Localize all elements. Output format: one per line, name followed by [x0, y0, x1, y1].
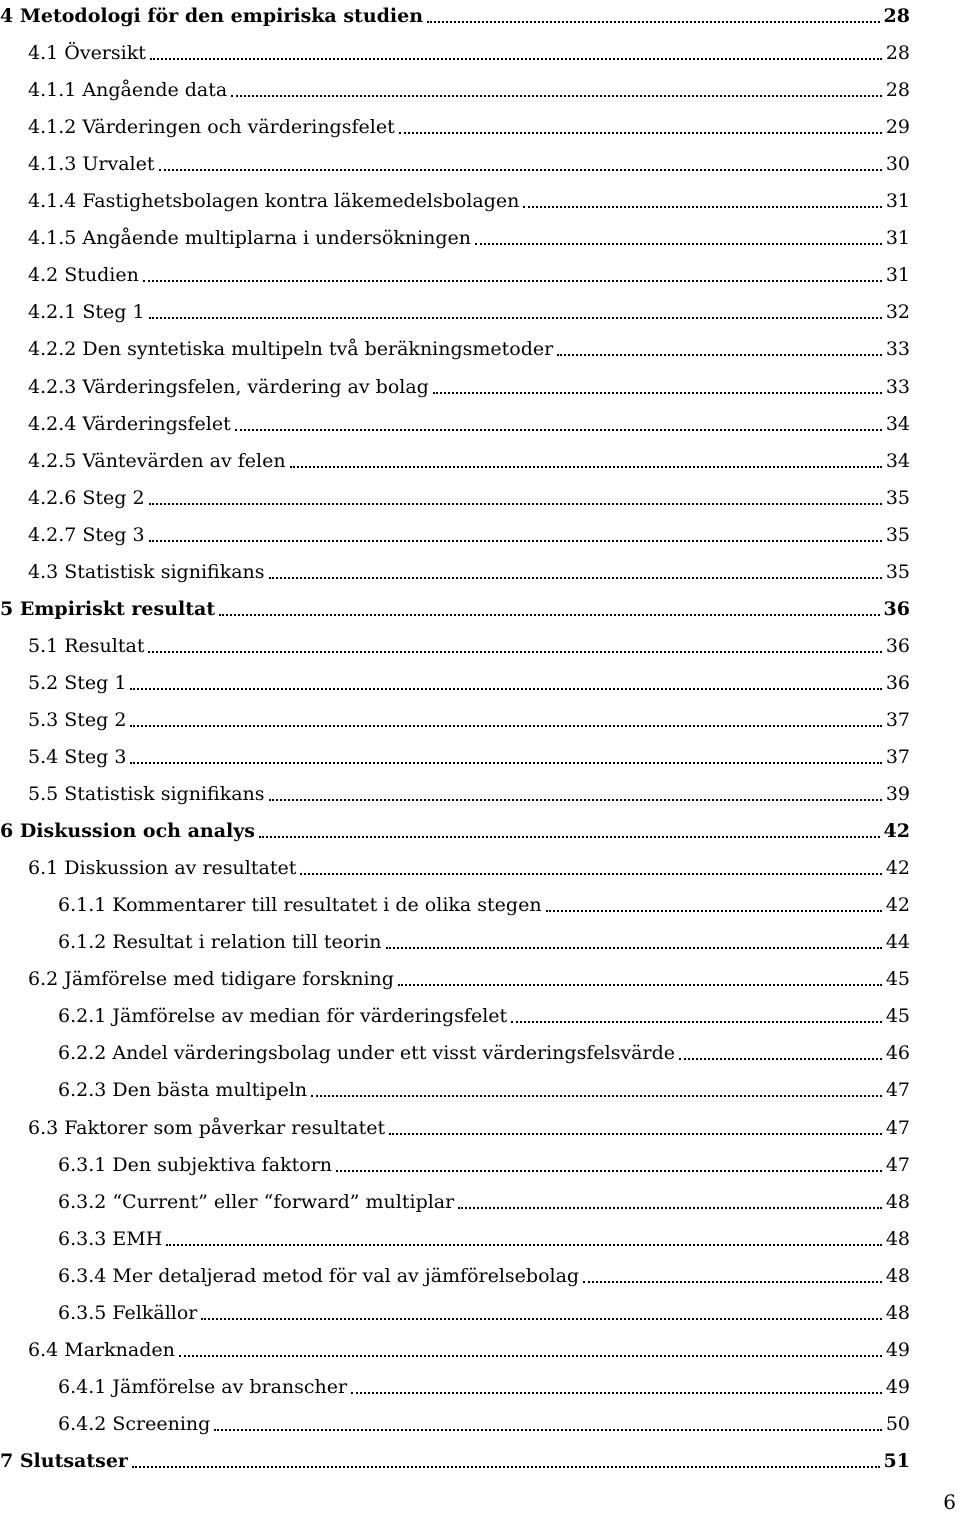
- toc-entry[interactable]: [28, 220, 910, 250]
- toc-dot-leader: [130, 724, 881, 727]
- toc-entry[interactable]: [28, 183, 910, 213]
- toc-entry-title: 5 Empiriskt resultat: [0, 597, 216, 620]
- toc-entry[interactable]: [28, 331, 910, 361]
- toc-entry-page: 34: [885, 412, 910, 435]
- toc-entry-page: 28: [883, 5, 910, 27]
- toc-entry-page: 47: [885, 1153, 910, 1176]
- toc-entry[interactable]: [28, 1332, 910, 1362]
- toc-entry-title: 6.2 Jämförelse med tidigare forskning: [28, 968, 394, 991]
- toc-entry-title: 5.2 Steg 1: [28, 671, 127, 694]
- toc-entry-page: 42: [885, 894, 910, 917]
- toc-entry[interactable]: [28, 72, 910, 102]
- toc-dot-leader: [143, 279, 882, 282]
- toc-entry[interactable]: [28, 739, 910, 769]
- toc-entry-title: 4.2 Studien: [28, 264, 139, 287]
- toc-dot-leader: [458, 1206, 882, 1209]
- toc-dot-leader: [583, 1280, 882, 1283]
- toc-entry-page: 37: [885, 708, 910, 731]
- toc-entry-title: 6.1 Diskussion av resultatet: [28, 857, 297, 880]
- toc-entry-title: 6.3.5 Felkällor: [58, 1301, 198, 1324]
- toc-entry[interactable]: [28, 776, 910, 806]
- toc-entry-title: 4.2.5 Väntevärden av felen: [28, 449, 286, 472]
- toc-dot-leader: [386, 946, 882, 949]
- toc-dot-leader: [179, 1354, 882, 1357]
- toc-dot-leader: [389, 1132, 882, 1135]
- toc-entry-title: 6.3.4 Mer detaljerad metod för val av jämförelsebolag: [58, 1264, 580, 1287]
- toc-entry[interactable]: [28, 517, 910, 547]
- toc-entry[interactable]: [58, 887, 910, 917]
- toc-dot-leader: [336, 1169, 882, 1172]
- toc-entry[interactable]: [28, 443, 910, 473]
- toc-entry-page: 33: [885, 338, 910, 361]
- toc-dot-leader: [235, 428, 882, 431]
- toc-entry-title: 4.1.4 Fastighetsbolagen kontra läkemedelsbolagen: [28, 190, 520, 213]
- toc-entry-page: 42: [885, 857, 910, 880]
- toc-entry[interactable]: [0, 1443, 910, 1473]
- toc-entry-title: 4.2.6 Steg 2: [28, 486, 145, 509]
- toc-entry[interactable]: [58, 1147, 910, 1177]
- toc-entry[interactable]: [58, 1184, 910, 1214]
- toc-entry[interactable]: [58, 924, 910, 954]
- toc-entry-page: 49: [885, 1375, 910, 1398]
- toc-entry-title: 5.4 Steg 3: [28, 746, 127, 768]
- toc-dot-leader: [269, 798, 882, 801]
- toc-entry-page: 35: [885, 523, 910, 546]
- toc-entry-page: 36: [883, 597, 910, 620]
- toc-entry-title: 6.2.3 Den bästa multipeln: [58, 1079, 308, 1102]
- toc-entry-page: 48: [885, 1190, 910, 1213]
- toc-entry-page: 28: [885, 79, 910, 102]
- toc-entry-title: 4.1.3 Urvalet: [28, 153, 155, 176]
- toc-entry-page: 36: [885, 634, 910, 657]
- toc-entry[interactable]: [28, 961, 910, 991]
- toc-entry-title: 4.2.1 Steg 1: [28, 301, 145, 324]
- toc-dot-leader: [300, 872, 881, 875]
- toc-entry[interactable]: [28, 406, 910, 436]
- toc-entry-title: 4 Metodologi för den empiriska studien: [0, 5, 424, 27]
- toc-dot-leader: [132, 1465, 880, 1468]
- toc-entry[interactable]: [58, 1258, 910, 1288]
- toc-entry-title: 6.2.2 Andel värderingsbolag under ett visst värderingsfelsvärde: [58, 1042, 675, 1065]
- toc-entry[interactable]: [28, 369, 910, 399]
- toc-entry[interactable]: [58, 1369, 910, 1399]
- toc-dot-leader: [166, 1243, 882, 1246]
- toc-entry-page: 29: [885, 116, 910, 139]
- toc-dot-leader: [523, 205, 881, 208]
- toc-entry-page: 48: [885, 1301, 910, 1324]
- toc-entry-title: 6.1.1 Kommentarer till resultatet i de olika stegen: [58, 894, 542, 917]
- toc-entry[interactable]: [58, 1221, 910, 1251]
- toc-entry-title: 6 Diskussion och analys: [0, 820, 255, 843]
- page-number: 6: [943, 1490, 956, 1514]
- toc-dot-leader: [427, 20, 880, 23]
- toc-entry-title: 6.3 Faktorer som påverkar resultatet: [28, 1116, 386, 1139]
- toc-dot-leader: [219, 613, 879, 616]
- toc-entry-page: 31: [885, 227, 910, 250]
- toc-entry[interactable]: [58, 1072, 910, 1102]
- toc-dot-leader: [149, 539, 882, 542]
- toc-entry-title: 4.2.4 Värderingsfelet: [28, 412, 231, 435]
- toc-dot-leader: [259, 835, 880, 838]
- toc-entry-title: 6.1.2 Resultat i relation till teorin: [58, 931, 382, 954]
- toc-entry-title: 6.3.3 EMH: [58, 1227, 163, 1250]
- toc-entry-page: 35: [885, 486, 910, 509]
- toc-entry-page: 44: [885, 931, 910, 954]
- toc-entry-title: 5.3 Steg 2: [28, 708, 127, 731]
- toc-dot-leader: [433, 391, 882, 394]
- toc-entry-page: 31: [885, 190, 910, 213]
- toc-entry-title: 6.3.1 Den subjektiva faktorn: [58, 1153, 333, 1176]
- toc-entry[interactable]: [28, 257, 910, 287]
- toc-entry-title: 4.3 Statistisk signifikans: [28, 560, 265, 583]
- toc-dot-leader: [149, 316, 882, 319]
- toc-entry-title: 5.5 Statistisk signifikans: [28, 783, 265, 805]
- toc-entry-page: 37: [885, 746, 910, 768]
- toc-entry-title: 7 Slutsatser: [0, 1449, 128, 1472]
- toc-dot-leader: [148, 650, 881, 653]
- toc-entry[interactable]: [28, 294, 910, 324]
- toc-entry[interactable]: [0, 0, 910, 28]
- toc-entry-page: 48: [885, 1227, 910, 1250]
- toc-entry-page: 46: [885, 1042, 910, 1065]
- toc-entry-page: 42: [883, 820, 910, 843]
- toc-dot-leader: [311, 1094, 882, 1097]
- toc-dot-leader: [130, 687, 881, 690]
- toc-dot-leader: [159, 168, 882, 171]
- toc-entry[interactable]: [58, 1295, 910, 1325]
- toc-dot-leader: [269, 576, 882, 579]
- toc-entry[interactable]: [0, 591, 910, 621]
- toc-dot-leader: [201, 1317, 881, 1320]
- toc-entry[interactable]: [58, 998, 910, 1028]
- toc-dot-leader: [214, 1428, 881, 1431]
- toc-dot-leader: [290, 465, 882, 468]
- toc-entry[interactable]: [28, 480, 910, 510]
- toc-entry-page: 33: [885, 375, 910, 398]
- toc-entry[interactable]: [28, 35, 910, 65]
- toc-entry[interactable]: [58, 1406, 910, 1436]
- toc-dot-leader: [149, 502, 882, 505]
- toc-dot-leader: [150, 57, 882, 60]
- toc-entry[interactable]: [28, 146, 910, 176]
- toc-entry-page: 39: [885, 783, 910, 805]
- toc-entry-page: 28: [885, 42, 910, 64]
- toc-entry[interactable]: [28, 1110, 910, 1140]
- toc-dot-leader: [546, 909, 882, 912]
- toc-entry-page: 47: [885, 1079, 910, 1102]
- toc-entry-title: 6.4.2 Screening: [58, 1412, 211, 1435]
- toc-entry-title: 4.2.7 Steg 3: [28, 523, 145, 546]
- toc-dot-leader: [399, 131, 882, 134]
- toc-entry-page: 48: [885, 1264, 910, 1287]
- toc-entry-page: 45: [885, 968, 910, 991]
- toc-entry[interactable]: [0, 813, 910, 843]
- toc-entry-title: 4.1 Översikt: [28, 42, 146, 64]
- toc-entry-title: 4.1.5 Angående multiplarna i undersökningen: [28, 227, 472, 250]
- toc-entry-page: 51: [883, 1449, 910, 1472]
- toc-entry-page: 36: [885, 671, 910, 694]
- toc-entry-title: 6.3.2 “Current” eller “forward” multiplar: [58, 1190, 455, 1213]
- toc-entry[interactable]: [28, 850, 910, 880]
- toc-entry-title: 4.1.2 Värderingen och värderingsfelet: [28, 116, 395, 139]
- toc-entry[interactable]: [58, 1035, 910, 1065]
- toc-entry-title: 6.2.1 Jämförelse av median för värderingsfelet: [58, 1005, 508, 1028]
- toc-entry-title: 6.4.1 Jämförelse av branscher: [58, 1375, 348, 1398]
- toc-entry[interactable]: [28, 628, 910, 658]
- toc-dot-leader: [351, 1391, 882, 1394]
- toc-entry-page: 45: [885, 1005, 910, 1028]
- toc-entry[interactable]: [28, 554, 910, 584]
- toc-entry-page: 34: [885, 449, 910, 472]
- toc-dot-leader: [231, 94, 882, 97]
- toc-dot-leader: [679, 1057, 882, 1060]
- toc-entry[interactable]: [28, 702, 910, 732]
- toc-entry-title: 4.2.2 Den syntetiska multipeln två beräkningsmetoder: [28, 338, 554, 361]
- toc-dot-leader: [557, 353, 882, 356]
- toc-entry-title: 4.1.1 Angående data: [28, 79, 228, 102]
- toc-entry-title: 4.2.3 Värderingsfelen, värdering av bolag: [28, 375, 429, 398]
- toc-entry-page: 31: [885, 264, 910, 287]
- toc-entry-page: 32: [885, 301, 910, 324]
- toc-entry-page: 47: [885, 1116, 910, 1139]
- toc-dot-leader: [398, 983, 882, 986]
- toc-entry-page: 50: [885, 1412, 910, 1435]
- toc-dot-leader: [475, 242, 882, 245]
- toc-entry[interactable]: [28, 109, 910, 139]
- toc-entry[interactable]: [28, 665, 910, 695]
- toc-entry-page: 35: [885, 560, 910, 583]
- toc-entry-title: 5.1 Resultat: [28, 634, 145, 657]
- toc-entry-page: 49: [885, 1338, 910, 1361]
- toc-entry-title: 6.4 Marknaden: [28, 1338, 175, 1361]
- toc-dot-leader: [511, 1020, 882, 1023]
- toc-dot-leader: [130, 761, 881, 764]
- toc-entry-page: 30: [885, 153, 910, 176]
